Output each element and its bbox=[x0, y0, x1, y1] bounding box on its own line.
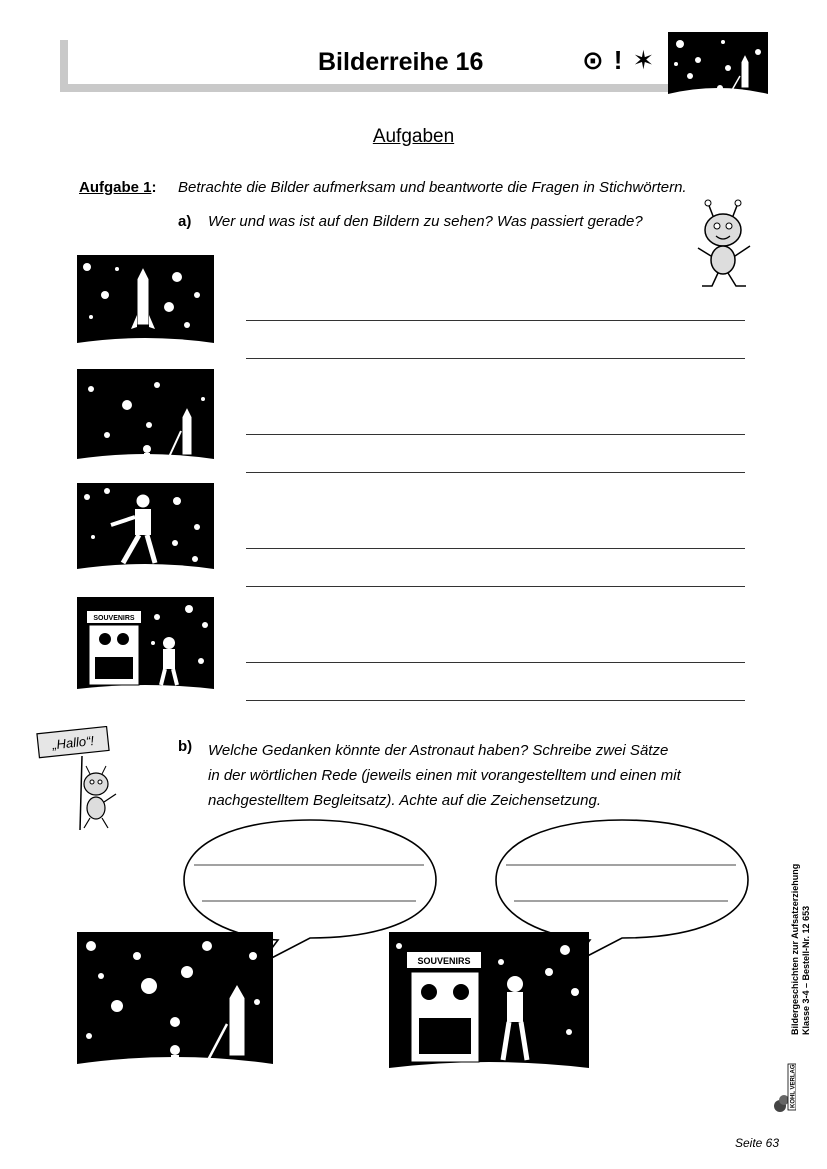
picture-panel-4 bbox=[77, 597, 214, 700]
publisher-info bbox=[790, 835, 812, 1035]
task1a-question: Wer und was ist auf den Bildern zu sehen? Was passiert gerade? bbox=[208, 213, 643, 230]
task1b-label: b) bbox=[178, 738, 193, 755]
answer-line[interactable] bbox=[246, 434, 745, 435]
exclamation-icon: ! bbox=[613, 45, 623, 75]
task1b-instruction bbox=[208, 738, 768, 813]
target-icon: ⊙ bbox=[582, 45, 604, 75]
alien-mascot-image bbox=[688, 198, 758, 290]
answer-line[interactable] bbox=[246, 320, 745, 321]
souvenir-sign-large: SOUVENIRS bbox=[417, 956, 471, 966]
answer-line[interactable] bbox=[246, 472, 745, 473]
alien-sign-image bbox=[34, 726, 124, 832]
order-number: Klasse 3-4 – Bestell-Nr. 12 653 bbox=[801, 905, 811, 1035]
picture-panel-1 bbox=[77, 255, 214, 358]
task1b-line: nachgestelltem Begleitsatz). Achte auf die Zeichensetzung. bbox=[208, 792, 602, 809]
answer-line[interactable] bbox=[246, 586, 745, 587]
task1a-label: a) bbox=[178, 213, 192, 230]
publisher-name: KOHL VERLAG bbox=[790, 1064, 796, 1108]
answer-line[interactable] bbox=[246, 358, 745, 359]
picture-panel-2 bbox=[77, 369, 214, 472]
page-title: Bilderreihe 16 bbox=[318, 48, 484, 76]
publisher-logo bbox=[772, 1062, 796, 1114]
star-icon: ✶ bbox=[632, 45, 655, 75]
series-title: Bildergeschichten zur Aufsatzerziehung bbox=[790, 863, 800, 1035]
task1b-line: in der wörtlichen Rede (jeweils einen mit vorangestelltem und einen mit bbox=[208, 767, 681, 784]
scene-picture-1 bbox=[77, 932, 273, 1084]
page-number: Seite 63 bbox=[735, 1136, 780, 1150]
answer-line[interactable] bbox=[246, 662, 745, 663]
scene-picture-2 bbox=[389, 932, 589, 1084]
header-rocket-image bbox=[668, 32, 768, 106]
answer-line[interactable] bbox=[246, 700, 745, 701]
answer-line[interactable] bbox=[246, 548, 745, 549]
task1-instruction: Betrachte die Bilder aufmerksam und beantworte die Fragen in Stichwörtern. bbox=[178, 179, 687, 196]
sign-text: „Hallo“! bbox=[51, 732, 95, 753]
header-icons bbox=[582, 45, 654, 76]
section-title: Aufgaben bbox=[372, 126, 455, 147]
souvenir-sign-small: SOUVENIRS bbox=[93, 615, 135, 622]
task1-label: Aufgabe 1: bbox=[79, 179, 157, 196]
task1b-line: Welche Gedanken könnte der Astronaut haben? Schreibe zwei Sätze bbox=[208, 742, 669, 759]
picture-panel-3 bbox=[77, 483, 214, 586]
